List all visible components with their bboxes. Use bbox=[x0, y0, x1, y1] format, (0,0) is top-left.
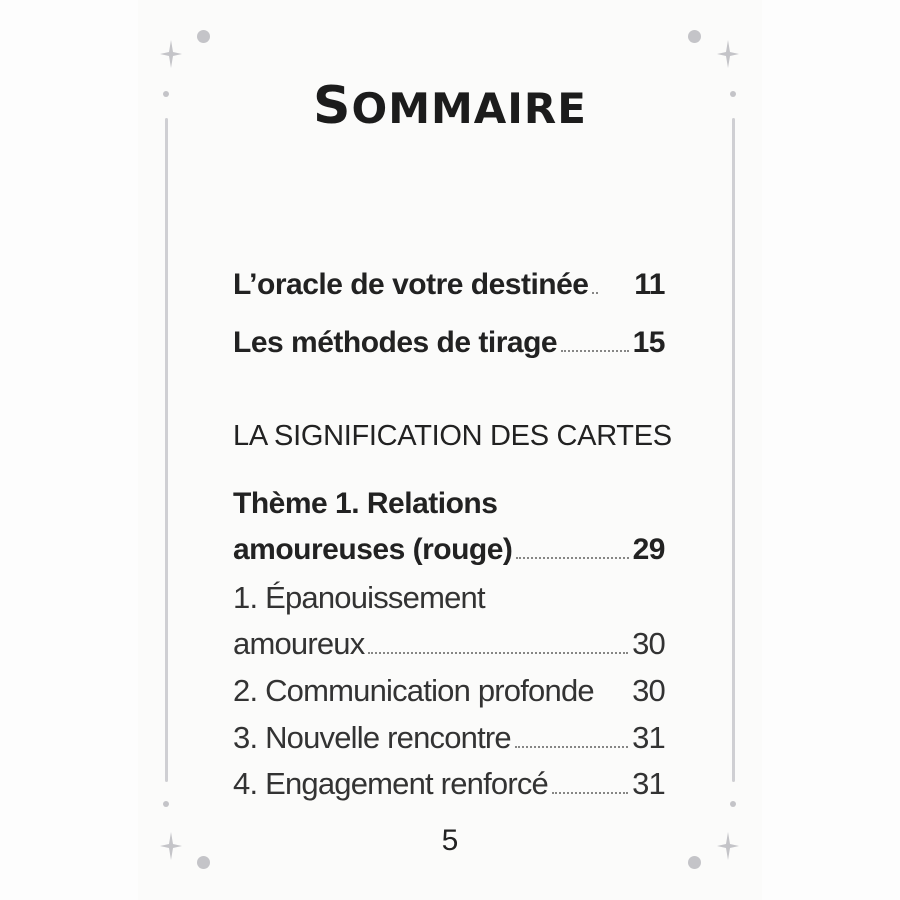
toc-entry-title: Les méthodes de tirage bbox=[233, 326, 558, 359]
dot-leader bbox=[592, 292, 598, 294]
toc-subentry-page: 31 bbox=[632, 766, 665, 801]
section-heading bbox=[233, 420, 672, 453]
toc-subentry-title: 2. Communication profonde bbox=[233, 673, 594, 708]
title-rest: OMMAIRE bbox=[351, 84, 587, 133]
sparkle-icon bbox=[717, 40, 739, 68]
dot-leader bbox=[561, 350, 629, 352]
toc-subentry-page: 31 bbox=[632, 720, 665, 755]
toc-subentry-title: amoureux bbox=[233, 626, 365, 661]
theme-heading-line1 bbox=[233, 487, 665, 521]
dot-leader bbox=[516, 557, 628, 559]
toc-entry-page: 29 bbox=[632, 533, 665, 566]
toc-entry[interactable] bbox=[233, 326, 665, 360]
sparkle-icon bbox=[160, 40, 182, 68]
toc-subentry-page: 30 bbox=[632, 626, 665, 661]
dot-ornament bbox=[730, 801, 736, 807]
page-title bbox=[0, 76, 900, 136]
page-number: 5 bbox=[441, 824, 459, 857]
dot-leader bbox=[368, 652, 628, 654]
dot-ornament bbox=[163, 801, 169, 807]
toc-subentry-page: 30 bbox=[632, 673, 665, 708]
toc-subentry-title: 4. Engagement renforcé bbox=[233, 766, 548, 801]
toc-subentry[interactable] bbox=[233, 720, 665, 756]
toc-subentry[interactable] bbox=[233, 673, 665, 709]
toc-subentry-title: 3. Nouvelle rencontre bbox=[233, 720, 511, 755]
toc-entry-page: 11 bbox=[634, 268, 665, 301]
toc-subentry[interactable] bbox=[233, 766, 665, 802]
frame-line-right bbox=[732, 118, 735, 782]
section-heading-text: LA SIGNIFICATION DES CARTES bbox=[233, 420, 672, 452]
theme-heading-text: Thème 1. Relations bbox=[233, 487, 498, 520]
frame-line-left bbox=[165, 118, 168, 782]
theme-heading-text: amoureuses (rouge) bbox=[233, 533, 513, 566]
toc-entry-title: L’oracle de votre destinée bbox=[233, 268, 589, 301]
toc-entry[interactable] bbox=[233, 268, 665, 302]
dot-leader bbox=[552, 792, 628, 794]
dot-leader bbox=[515, 746, 628, 748]
toc-subentry-title: 1. Épanouissement bbox=[233, 580, 485, 615]
toc-entry[interactable] bbox=[233, 533, 665, 567]
toc-entry-page: 15 bbox=[632, 326, 665, 359]
dot-ornament bbox=[197, 30, 210, 43]
dot-ornament bbox=[688, 30, 701, 43]
toc-subentry-line1 bbox=[233, 580, 665, 616]
title-initial: S bbox=[313, 76, 352, 136]
toc-subentry[interactable] bbox=[233, 626, 665, 662]
